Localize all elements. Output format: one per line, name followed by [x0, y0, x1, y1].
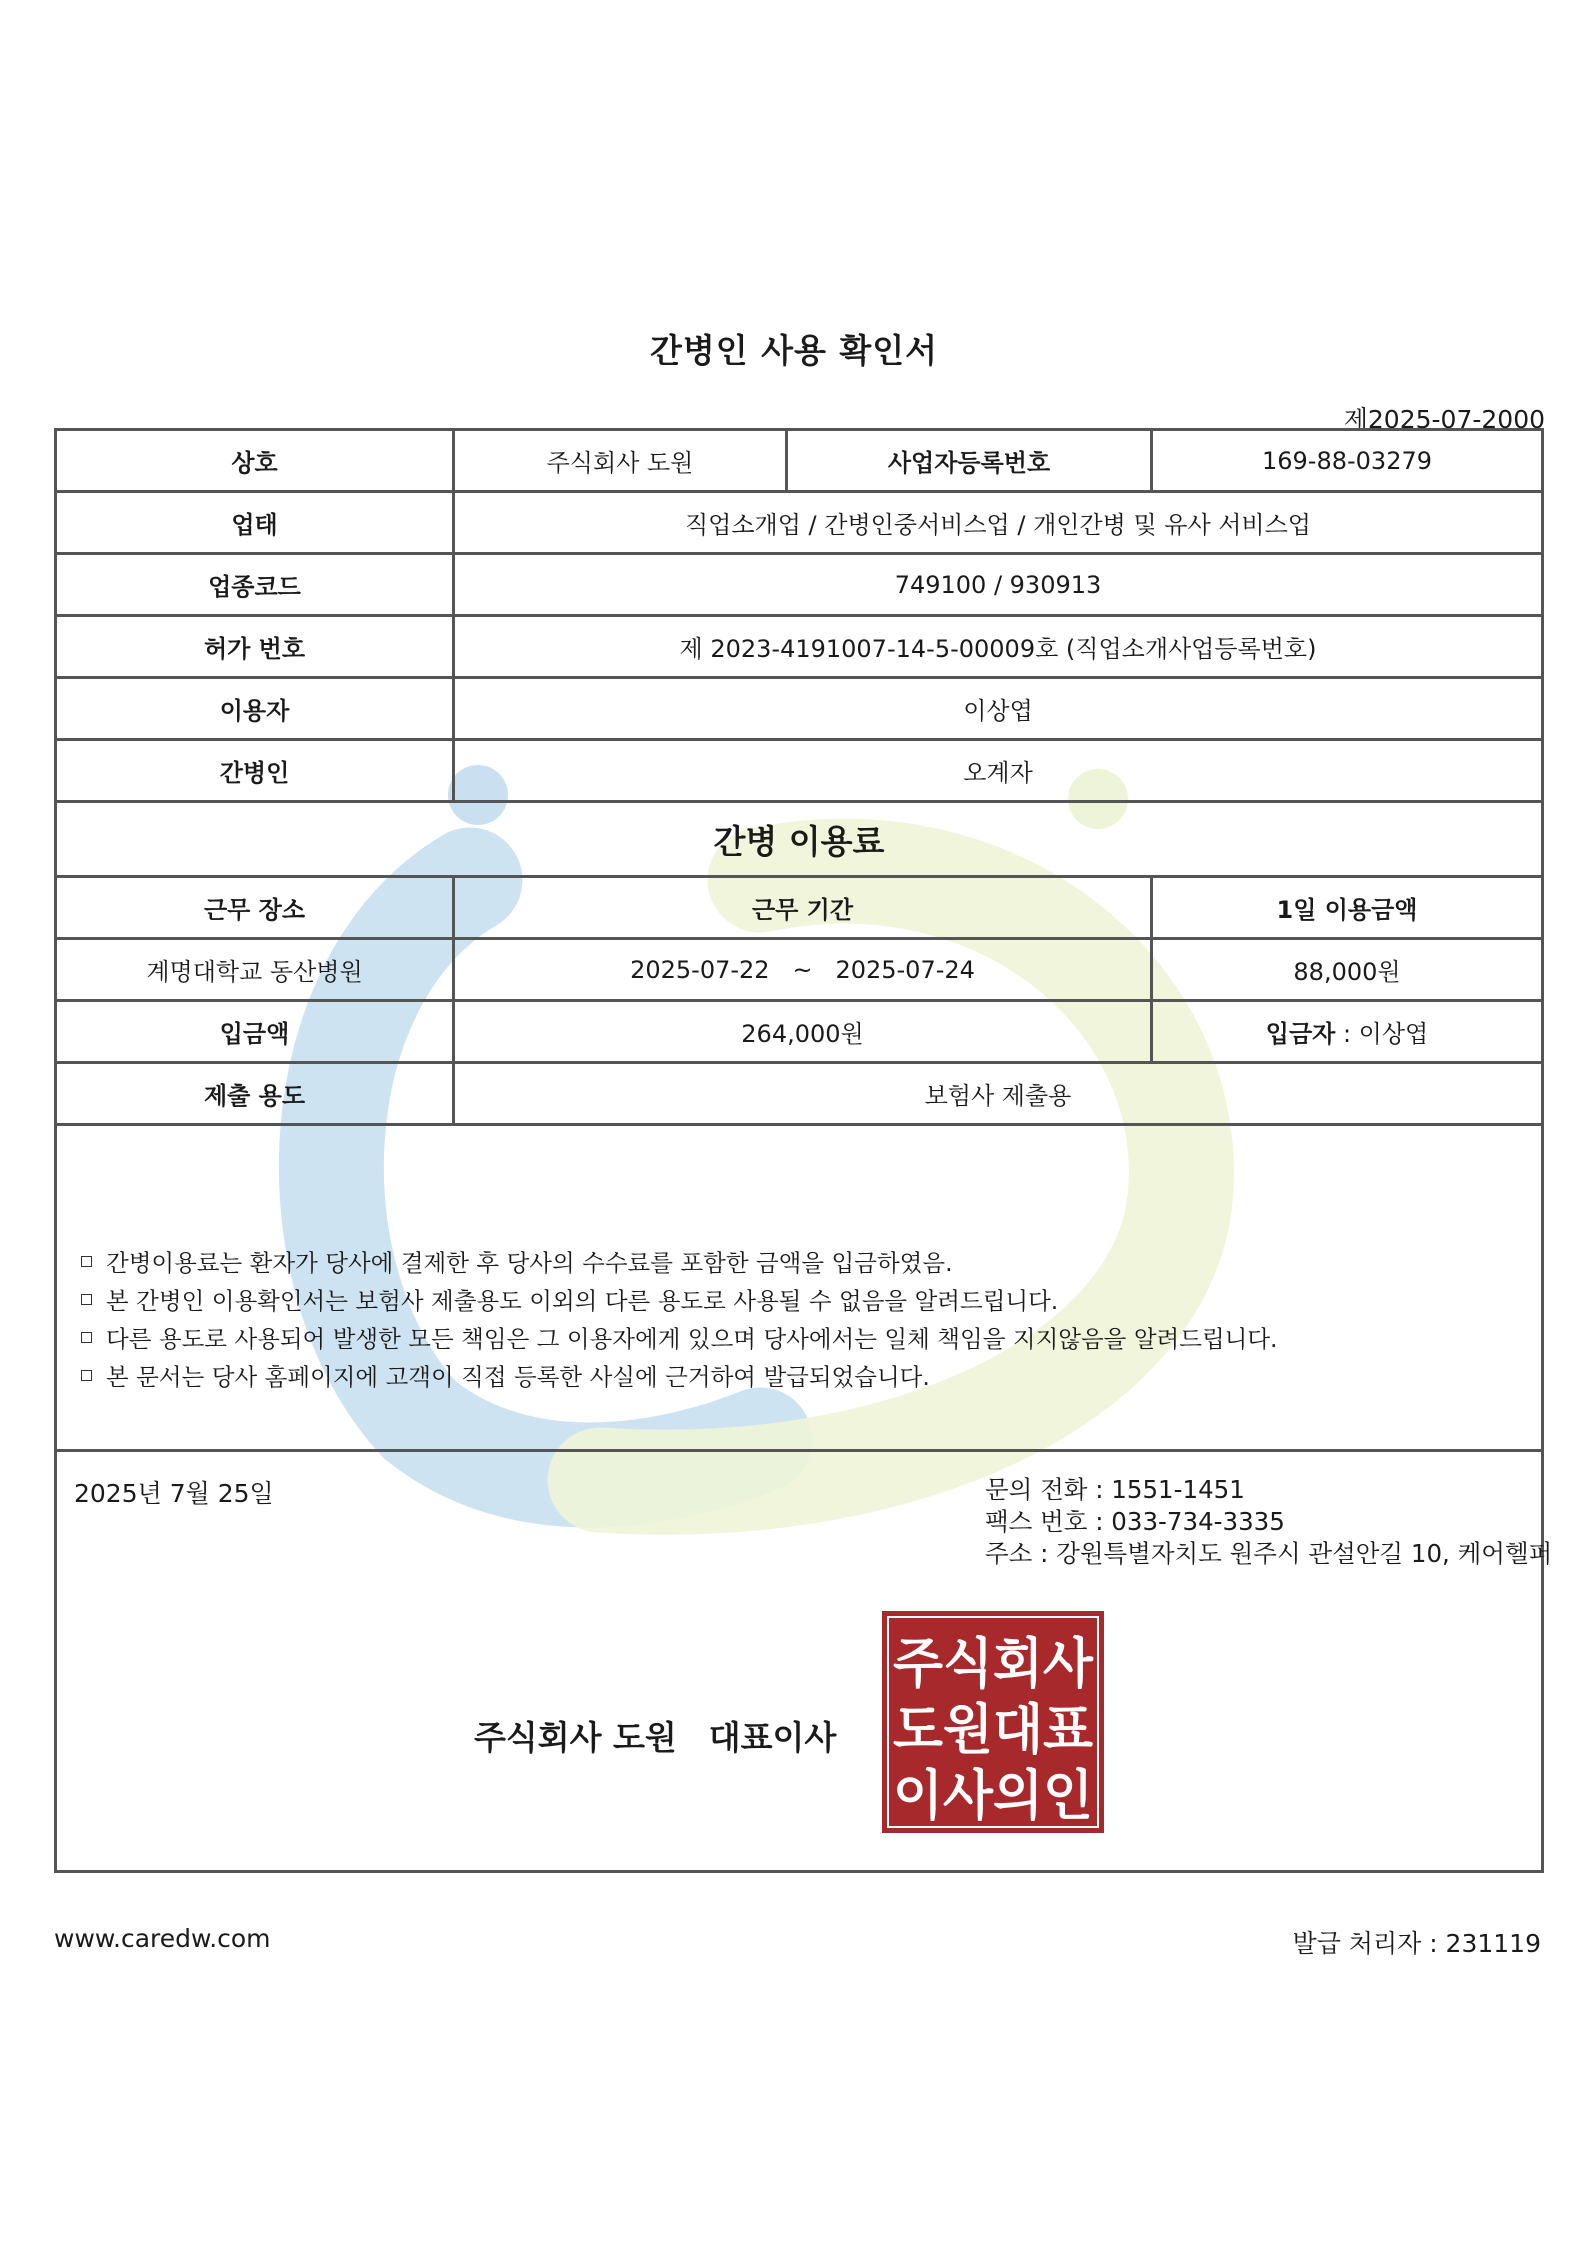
note-item: 본 문서는 당사 홈페이지에 고객이 직접 등록한 사실에 근거하여 발급되었습니다.: [81, 1358, 1541, 1396]
payer-cell: [1152, 1001, 1543, 1063]
value-industry-code: 749100 / 930913: [454, 554, 1543, 616]
square-bullet-icon: [81, 1370, 92, 1381]
label-business-reg: 사업자등록번호: [787, 430, 1152, 492]
document-number: 제2025-07-2000: [1343, 405, 1545, 434]
row-industry-code: [56, 554, 1543, 616]
signer: [474, 1712, 836, 1759]
label-purpose: 제출 용도: [56, 1063, 454, 1125]
value-purpose: 보험사 제출용: [454, 1063, 1543, 1125]
row-fee-section: [56, 802, 1543, 877]
square-bullet-icon: [81, 1294, 92, 1305]
certificate-table: [54, 428, 1553, 1873]
contact-info: [985, 1474, 1552, 1570]
value-paid-amount: 264,000원: [454, 1001, 1152, 1063]
signer-title: 대표이사: [708, 1718, 837, 1757]
footer-cell: [56, 1451, 1553, 1872]
row-fee-headers: [56, 877, 1543, 939]
value-work-place: 계명대학교 동산병원: [56, 939, 454, 1001]
document-title: 간병인 사용 확인서: [649, 331, 938, 370]
value-caregiver: 오계자: [454, 740, 1543, 802]
row-footer: [56, 1451, 1543, 1872]
header-work-place: 근무 장소: [56, 877, 454, 939]
issue-date: 2025년 7월 25일: [74, 1479, 274, 1508]
row-caregiver: [56, 740, 1543, 802]
label-caregiver: 간병인: [56, 740, 454, 802]
row-license: [56, 616, 1543, 678]
note-item: 본 간병인 이용확인서는 보험사 제출용도 이외의 다른 용도로 사용될 수 없음을 알려드립니다.: [81, 1282, 1541, 1320]
label-payer: 입금자: [1265, 1020, 1336, 1048]
row-fee-values: [56, 939, 1543, 1001]
label-user: 이용자: [56, 678, 454, 740]
company-seal-stamp: [881, 1610, 1105, 1834]
fee-section-title: 간병 이용료: [56, 802, 1543, 877]
value-user: 이상엽: [454, 678, 1543, 740]
header-daily-fee: 1일 이용금액: [1152, 877, 1543, 939]
signer-company: 주식회사 도원: [474, 1718, 677, 1757]
contact-address: 주소 : 강원특별자치도 원주시 관설안길 10, 케어헬퍼: [985, 1539, 1553, 1568]
row-payment: [56, 1001, 1543, 1063]
row-user: [56, 678, 1543, 740]
row-company-name: [56, 430, 1543, 492]
svg-text:주식회사: 주식회사: [893, 1632, 1094, 1695]
notes-cell: [56, 1125, 1543, 1451]
row-notes: [56, 1125, 1543, 1451]
certificate-frame: [54, 428, 1553, 1916]
value-business-type: 직업소개업 / 간병인중서비스업 / 개인간병 및 유사 서비스업: [454, 492, 1543, 554]
note-item: 다른 용도로 사용되어 발생한 모든 책임은 그 이용자에게 있으며 당사에서는 일체 책임을 지지않음을 알려드립니다.: [81, 1320, 1541, 1358]
label-paid-amount: 입금액: [56, 1001, 454, 1063]
square-bullet-icon: [81, 1256, 92, 1267]
svg-text:이사의인: 이사의인: [893, 1764, 1093, 1827]
note-item: 간병이용료는 환자가 당사에 결제한 후 당사의 수수료를 포함한 금액을 입금하였음.: [81, 1244, 1541, 1282]
label-license: 허가 번호: [56, 616, 454, 678]
label-company-name: 상호: [56, 430, 454, 492]
value-business-reg: 169-88-03279: [1152, 430, 1543, 492]
value-company-name: 주식회사 도원: [454, 430, 787, 492]
issuer-id: 발급 처리자 : 231119: [1292, 1929, 1541, 1958]
row-purpose: [56, 1063, 1543, 1125]
contact-phone: 문의 전화 : 1551-1451: [985, 1475, 1245, 1504]
notes-list: [57, 1126, 1541, 1396]
value-license: 제 2023-4191007-14-5-00009호 (직업소개사업등록번호): [454, 616, 1543, 678]
value-daily-fee: 88,000원: [1152, 939, 1543, 1001]
website-link[interactable]: www.caredw.com: [54, 1924, 271, 1953]
header-work-period: 근무 기간: [454, 877, 1152, 939]
square-bullet-icon: [81, 1332, 92, 1343]
label-business-type: 업태: [56, 492, 454, 554]
value-work-period: 2025-07-22 ~ 2025-07-24: [454, 939, 1152, 1001]
value-payer: 이상엽: [1358, 1020, 1429, 1048]
payer-separator: :: [1335, 1020, 1359, 1048]
row-business-type: [56, 492, 1543, 554]
label-industry-code: 업종코드: [56, 554, 454, 616]
svg-text:도원대표: 도원대표: [893, 1698, 1093, 1761]
contact-fax: 팩스 번호 : 033-734-3335: [985, 1507, 1285, 1536]
